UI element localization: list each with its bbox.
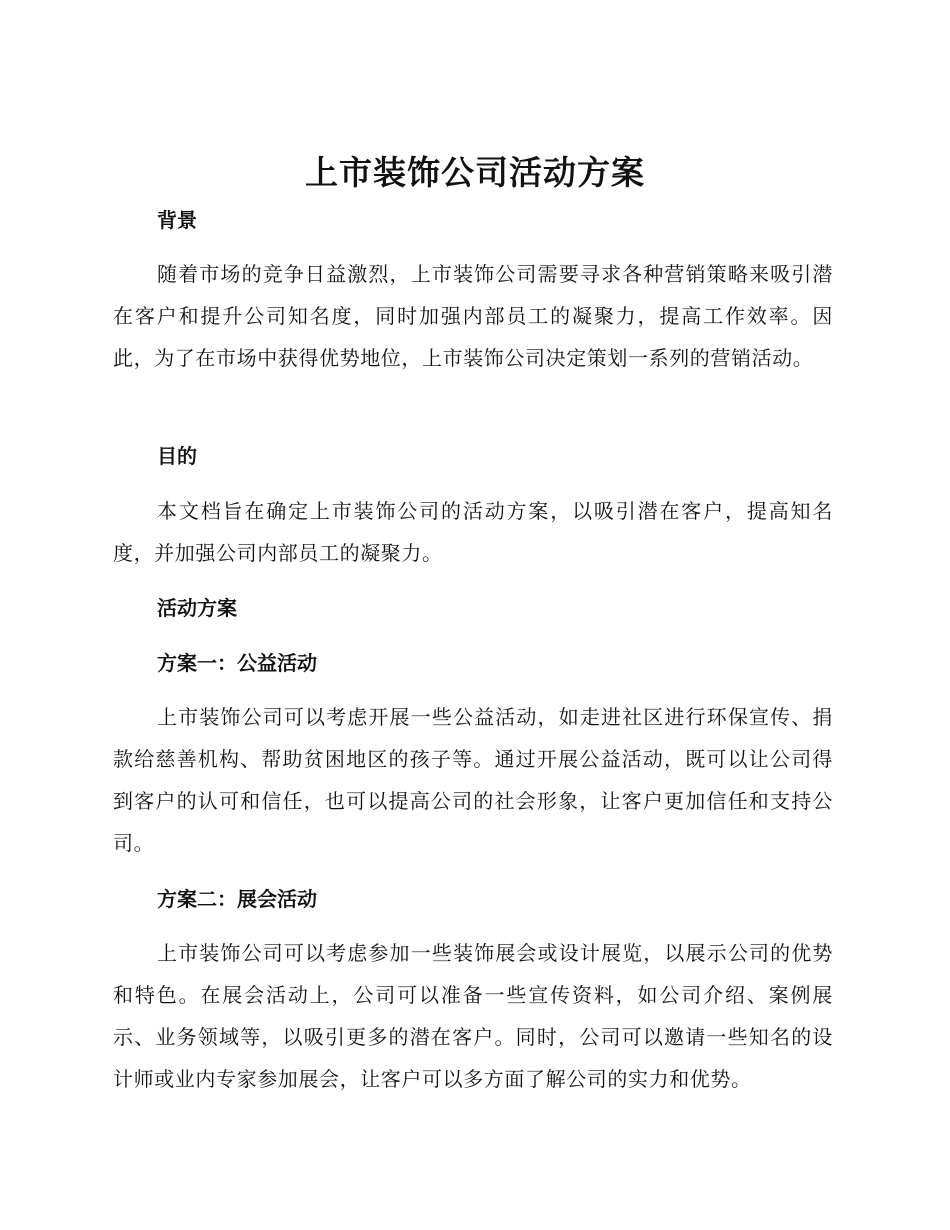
paragraph-background: 随着市场的竞争日益激烈，上市装饰公司需要寻求各种营销策略来吸引潜在客户和提升公司知名度，同时加强内部员工的凝聚力，提高工作效率。因此，为了在市场中获得优势地位，上市装饰公司决定策划一系列的营销活动。 (113, 262, 833, 370)
section-heading-plans: 活动方案 (157, 596, 237, 620)
section-heading-background: 背景 (157, 208, 197, 232)
document-title: 上市装饰公司活动方案 (305, 153, 645, 192)
subsection-heading-plan1: 方案一：公益活动 (157, 651, 317, 675)
paragraph-purpose: 本文档旨在确定上市装饰公司的活动方案，以吸引潜在客户，提高知名度，并加强公司内部员工的凝聚力。 (113, 499, 833, 565)
paragraph-plan2: 上市装饰公司可以考虑参加一些装饰展会或设计展览，以展示公司的优势和特色。在展会活动上，公司可以准备一些宣传资料，如公司介绍、案例展示、业务领域等，以吸引更多的潜在客户。同时，公司可以邀请一些知名的设计师或业内专家参加展会，让客户可以多方面了解公司的实力和优势。 (113, 941, 833, 1091)
section-heading-purpose: 目的 (157, 444, 197, 468)
subsection-heading-plan2: 方案二：展会活动 (157, 887, 317, 911)
paragraph-plan1: 上市装饰公司可以考虑开展一些公益活动，如走进社区进行环保宣传、捐款给慈善机构、帮助贫困地区的孩子等。通过开展公益活动，既可以让公司得到客户的认可和信任，也可以提高公司的社会形象，让客户更加信任和支持公司。 (113, 705, 833, 855)
